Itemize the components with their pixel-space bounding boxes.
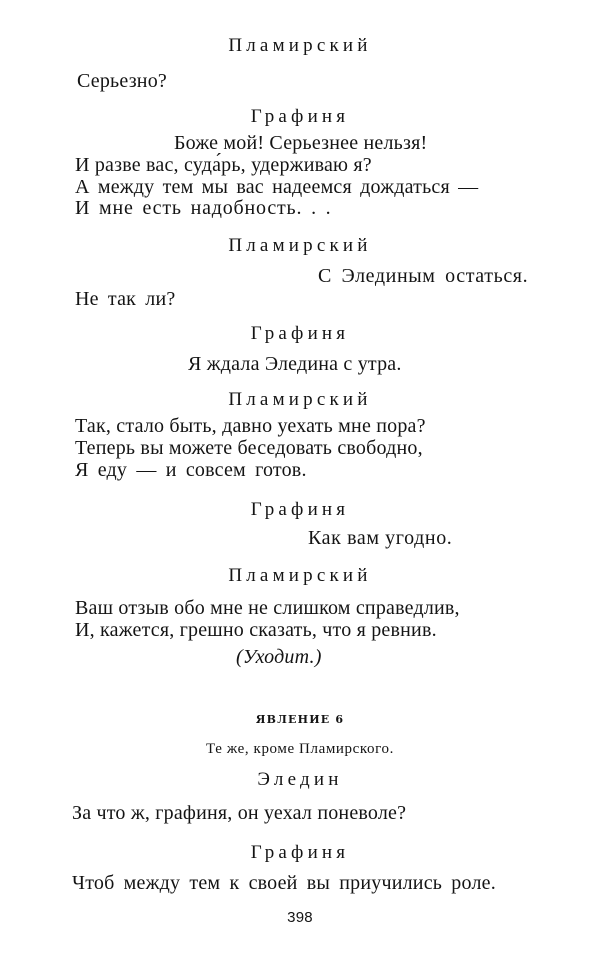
verse-line: Чтоб между тем к своей вы приучились роле. <box>72 872 496 894</box>
speaker-name: Графиня <box>250 106 350 127</box>
verse-line: И разве вас, суда́рь, удерживаю я? <box>75 154 372 176</box>
speaker-name: Графиня <box>250 842 350 863</box>
verse-line: Серьезно? <box>77 70 167 92</box>
speaker-name: Пламирский <box>228 389 372 410</box>
speaker-name: Пламирский <box>228 565 372 586</box>
verse-line: За что ж, графиня, он уехал поневоле? <box>72 802 407 824</box>
verse-line: С Элединым остаться. <box>318 265 529 287</box>
verse-line: Ваш отзыв обо мне не слишком справедлив, <box>75 597 460 619</box>
verse-line: Боже мой! Серьезнее нельзя! <box>174 132 428 154</box>
verse-line: И, кажется, грешно сказать, что я ревнив. <box>75 619 437 641</box>
speaker-name: Пламирский <box>228 235 372 256</box>
speaker-name: Эледин <box>257 769 343 790</box>
verse-line: Не так ли? <box>75 288 176 310</box>
speaker-name: Графиня <box>250 499 350 520</box>
page-number: 398 <box>287 909 313 926</box>
scene-heading: ЯВЛЕНИЕ 6 <box>255 713 345 726</box>
verse-line: А между тем мы вас надеемся дождаться — <box>75 176 479 198</box>
verse-line: И мне есть надобность. . . <box>75 197 332 219</box>
verse-line: Я ждала Эледина с утра. <box>188 353 402 375</box>
verse-line: Так, стало быть, давно уехать мне пора? <box>75 415 426 437</box>
stage-direction: (Уходит.) <box>236 646 322 668</box>
verse-line: Теперь вы можете беседовать свободно, <box>75 437 423 459</box>
verse-line: Я еду — и совсем готов. <box>75 459 307 481</box>
speaker-name: Пламирский <box>228 35 372 56</box>
verse-line: Как вам угодно. <box>308 527 453 549</box>
speaker-name: Графиня <box>250 323 350 344</box>
scene-note: Те же, кроме Пламирского. <box>206 741 394 757</box>
